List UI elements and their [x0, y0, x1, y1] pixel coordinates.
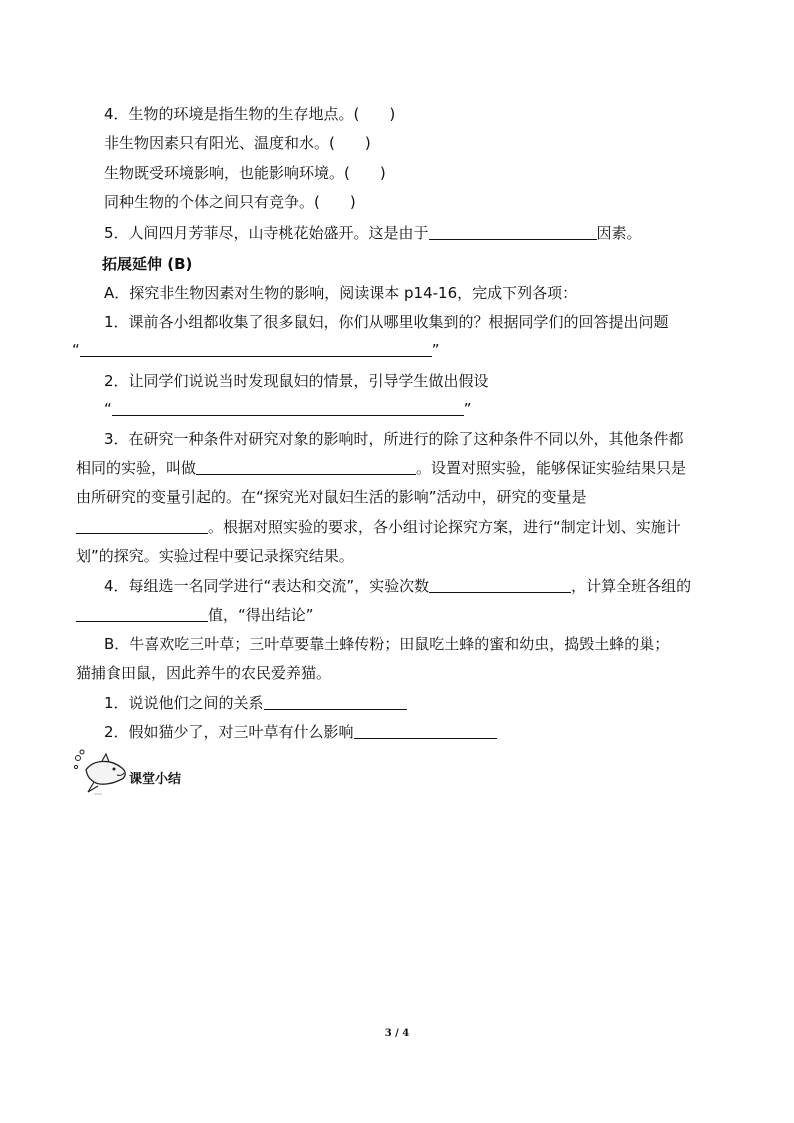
open-quote: “: [72, 341, 80, 359]
class-summary-badge: [72, 748, 192, 800]
a2-question: 2．让同学们说说当时发现鼠妇的情景，引导学生做出假设: [104, 372, 489, 390]
b1-question: [104, 693, 407, 713]
close-quote: ”: [463, 400, 472, 418]
b1-text: 1．说说他们之间的关系: [104, 694, 264, 712]
a4-line-1-start: 4．每组选一名同学进行“表达和交流”，实验次数: [104, 577, 430, 595]
a3-line-3: 由所研究的变量引起的。在“探究光对鼠妇生活的影响”活动中，研究的变量是: [76, 488, 587, 506]
a3-line-2-end: 。设置对照实验，能够保证实验结果只是: [416, 459, 687, 477]
q4-statement-4: 同种生物的个体之间只有竞争。( ): [104, 193, 356, 211]
answer-blank-a3-variable[interactable]: [76, 518, 208, 534]
question-5-tail: 因素。: [596, 224, 642, 242]
question-5: [104, 223, 642, 243]
a1-question: 1．课前各小组都收集了很多鼠妇，你们从哪里收集到的？根据同学们的回答提出问题: [104, 313, 669, 331]
b2-text: 2．假如猫少了，对三叶草有什么影响: [104, 723, 354, 741]
q4-statement-3: 生物既受环境影响，也能影响环境。( ): [104, 164, 386, 182]
answer-blank-b2[interactable]: [354, 723, 497, 739]
close-quote: ”: [431, 341, 440, 359]
open-quote: “: [104, 400, 112, 418]
section-heading: 拓展延伸 (B): [102, 255, 193, 273]
a3-line-4-text: 。根据对照实验的要求，各小组讨论探究方案，进行“制定计划、实施计: [208, 518, 681, 536]
a4-line-2-text: 值，“得出结论”: [208, 606, 314, 624]
part-a-intro: A．探究非生物因素对生物的影响，阅读课本 p14-16，完成下列各项：: [104, 284, 578, 302]
q4-statement-1: 4．生物的环境是指生物的生存地点。( ): [104, 105, 396, 123]
a3-line-2-start: 相同的实验，叫做: [76, 459, 197, 477]
a3-line-2: [76, 458, 686, 478]
a4-line-2: [76, 605, 314, 625]
b2-question: [104, 722, 497, 742]
dolphin-icon: [72, 748, 132, 800]
a3-line-4: [76, 517, 681, 537]
answer-blank-a2[interactable]: [112, 400, 464, 416]
page-number: 3 / 4: [384, 1028, 410, 1039]
answer-blank-a4-value[interactable]: [76, 606, 208, 622]
a2-answer-row: [104, 399, 472, 419]
part-b-line-2: 猫捕食田鼠，因此养牛的农民爱养猫。: [76, 664, 332, 682]
a1-answer-row: [72, 340, 440, 360]
answer-blank-b1[interactable]: [264, 694, 407, 710]
answer-blank-q5[interactable]: [429, 224, 597, 240]
a4-line-1-end: ，计算全班各组的: [571, 577, 692, 595]
a4-line-1: [104, 576, 691, 596]
a3-line-5: 划”的探究。实验过程中要记录探究结果。: [76, 547, 354, 565]
part-b-line-1: B．牛喜欢吃三叶草；三叶草要靠土蜂传粉；田鼠吃土蜂的蜜和幼虫，捣毁土蜂的巢；: [104, 635, 670, 653]
answer-blank-a1[interactable]: [80, 341, 432, 357]
q4-statement-2: 非生物因素只有阳光、温度和水。( ): [104, 134, 371, 152]
answer-blank-a3-term[interactable]: [196, 459, 416, 475]
a3-line-1: 3．在研究一种条件对研究对象的影响时，所进行的除了这种条件不同以外，其他条件都: [104, 430, 684, 448]
question-5-text: 5．人间四月芳菲尽，山寺桃花始盛开。这是由于: [104, 224, 429, 242]
answer-blank-a4-count[interactable]: [429, 577, 571, 593]
summary-label: 课堂小结: [129, 772, 182, 787]
